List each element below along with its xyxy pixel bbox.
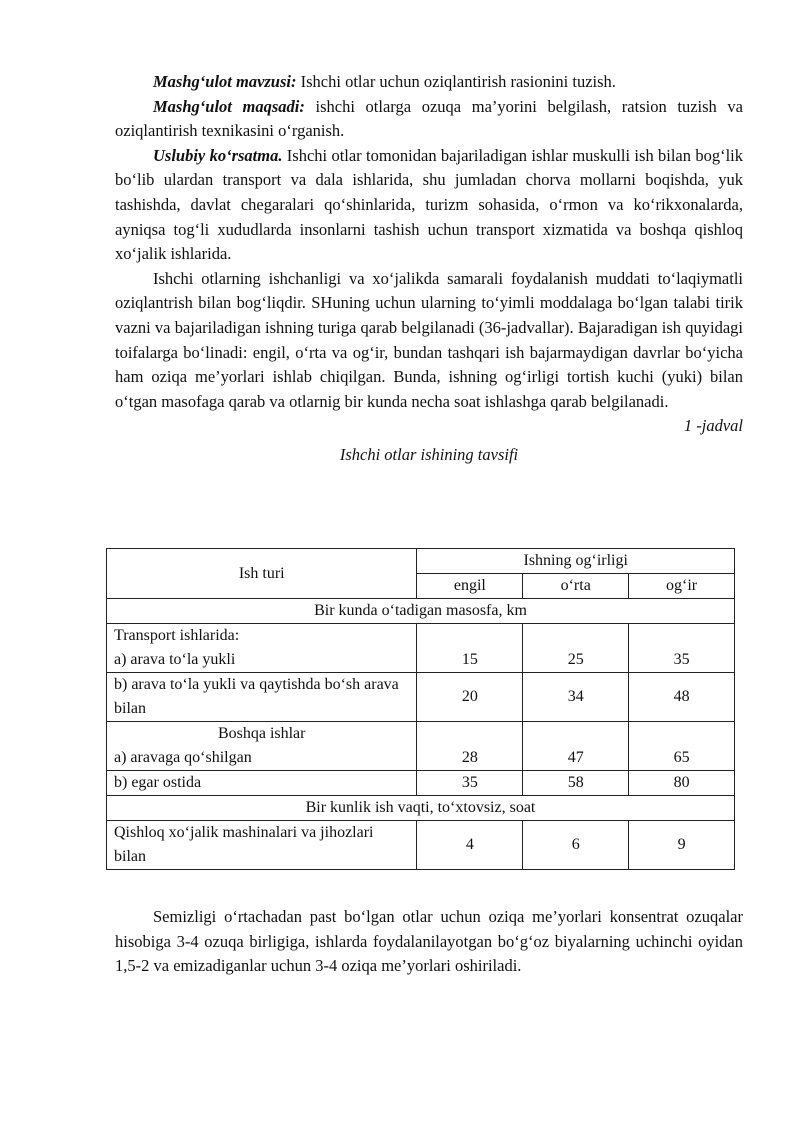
- cell-value: 58: [523, 771, 629, 796]
- cell-value: 20: [417, 673, 523, 722]
- header-heavy: og‘ir: [629, 574, 735, 599]
- cell-value: 35: [417, 771, 523, 796]
- row-label: Transport ishlarida: a) arava to‘la yukli: [107, 624, 417, 673]
- table-title: Ishchi otlar ishining tavsifi: [339, 444, 519, 464]
- goal-text: ishchi otlarga ozuqa ma’yorini belgilash, ratsion tuzish va oziqlantirish texnikasini o‘rganish.: [115, 96, 743, 141]
- section-hours: Bir kunlik ish vaqti, to‘xtovsiz, soat: [107, 796, 735, 821]
- cell-value: 48: [629, 673, 735, 722]
- method-paragraph: [115, 144, 743, 267]
- cell-value: 25: [523, 624, 629, 673]
- table-row: [107, 722, 735, 771]
- topic-text: Ishchi otlar uchun oziqlantirish rasionini tuzish.: [296, 72, 616, 91]
- row-label: b) egar ostida: [107, 771, 417, 796]
- table-section-row: [107, 796, 735, 821]
- header-weight: Ishning og‘irligi: [417, 549, 735, 574]
- closing-paragraph: Semizligi o‘rtachadan past bo‘lgan otlar uchun oziqa me’yorlari konsentrat ozuqalar hisobiga 3-4 ozuqa birligiga, ishlarda foydalanilayotgan bo‘g‘oz biyalarning uchinchi oyidan 1,5-2 va emizadiganlar uchun 3-4 oziqa me’yorlari oshiriladi.: [115, 907, 743, 976]
- cell-value: 34: [523, 673, 629, 722]
- cell-value: 4: [417, 821, 523, 870]
- main-paragraph: Ishchi otlarning ishchanligi va xo‘jalikda samarali foydalanish muddati to‘laqiymatli oziqlantrish bilan bog‘liqdir. SHuning uchun ularning to‘yimli moddalaga bo‘lgan talabi tirik vazni va bajariladigan ishning turiga qarab belgilanadi (36-jadvallar). Bajaradigan ish quyidagi toifalarga bo‘linadi: engil, o‘rta va og‘ir, bundan tashqari ish bajarmaydigan davrlar bo‘yicha ham oziqa me’yorlari ishlab chiqilgan. Bunda, ishning og‘irligi tortish kuchi (yuki) bilan o‘tgan masofaga qarab va otlarnig bir kunda necha soat ishlashga qarab belgilanadi.: [115, 268, 743, 411]
- section-distance: Bir kunda o‘tadigan masosfa, km: [107, 599, 735, 624]
- cell-value: 9: [629, 821, 735, 870]
- table-row: [107, 821, 735, 870]
- document-body: [115, 70, 743, 468]
- table-number: 1 -jadval: [683, 416, 743, 436]
- header-medium: o‘rta: [523, 574, 629, 599]
- work-table: [106, 548, 735, 870]
- cell-value: 47: [523, 722, 629, 771]
- cell-value: 6: [523, 821, 629, 870]
- row-label: b) arava to‘la yukli va qaytishda bo‘sh arava bilan: [107, 673, 417, 722]
- other-heading: Boshqa ishlar: [217, 725, 306, 742]
- cell-value: 80: [629, 771, 735, 796]
- method-text: Ishchi otlar tomonidan bajariladigan ishlar muskulli ish bilan bog‘lik bo‘lib ulardan transport va dala ishlarida, shu jumladan chorva mollarni boqishda, yuk tashishda, davlat chegaralari qo‘shinlarida, turizm sohasida, o‘rmon va ko‘rikxonalarda, ayniqsa tog‘li xududlarda insonlarni tashish uchun transport xizmatida va boshqa qishloq xo‘jalik ishlarida.: [115, 145, 743, 264]
- table-row: [107, 771, 735, 796]
- method-label: Uslubiy ko‘rsatma.: [153, 145, 283, 165]
- cell-value: 35: [629, 624, 735, 673]
- header-light: engil: [417, 574, 523, 599]
- table-section-row: [107, 599, 735, 624]
- table-row: [107, 673, 735, 722]
- transport-heading: Transport ishlarida:: [114, 627, 240, 644]
- topic-label: Mashg‘ulot mavzusi:: [153, 72, 297, 91]
- table-row: [107, 624, 735, 673]
- header-work-type: Ish turi: [107, 549, 417, 599]
- cell-value: 65: [629, 722, 735, 771]
- row-label: Qishloq xo‘jalik mashinalari va jihozlari bilan: [107, 821, 417, 870]
- table-header-row: [107, 549, 735, 574]
- goal-label: Mashg‘ulot maqsadi:: [153, 96, 305, 116]
- cell-value: 28: [417, 722, 523, 771]
- row-label: Boshqa ishlar a) aravaga qo‘shilgan: [107, 722, 417, 771]
- closing-section: [115, 905, 743, 979]
- goal-line: [115, 95, 743, 144]
- cell-value: 15: [417, 624, 523, 673]
- topic-line: [115, 70, 743, 95]
